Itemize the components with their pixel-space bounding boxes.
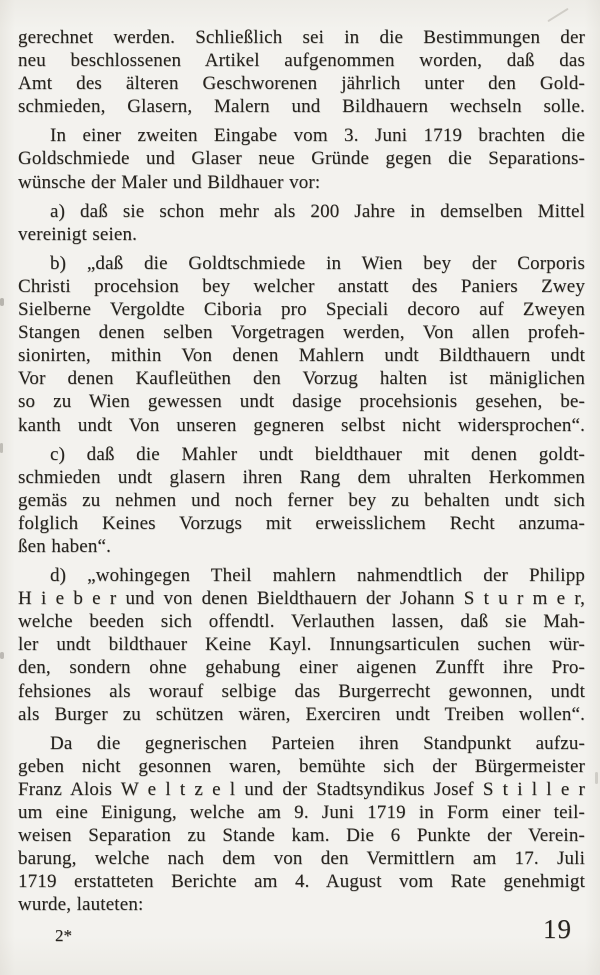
text-line: H i e b e r und von denen Bieldthauern der Johann S t u r m e r, [18,588,585,610]
text-line-item-a: a) daß sie schon mehr als 200 Jahre in demselben Mittel [50,200,585,222]
text-line-item-c: c) daß die Mahler undt bieldthauer mit denen goldt- [50,443,585,465]
scan-artifact [0,298,4,306]
text-line-item-d: d) „wohingegen Theil mahlern nahmendtlich der Philipp [50,565,585,587]
text-line: Goldschmiede und Glaser neue Gründe gegen die Separations- [18,148,585,170]
text-line: gemäs zu nehmen und noch ferner bey zu behalten undt sich [18,489,585,511]
text-line: folglich Keines Vorzugs mit erweisslichem Recht anzuma- [18,512,585,534]
text-line: geben nicht gesonnen waren, bemühte sich der Bürgermeister [18,755,585,777]
page-number: 19 [543,914,572,944]
text-line: weisen Separation zu Stande kam. Die 6 Punkte der Verein- [18,825,585,847]
text-line: Franz Alois W e l t z e l und der Stadtsyndikus Josef S t i l l e r [18,778,585,800]
text-line: wünsche der Maler und Bildhauer vor: [18,171,321,193]
scan-artifact [0,652,4,659]
scan-artifact [547,8,568,22]
text-line: Sielberne Vergoldte Ciboria pro Speciali decoro auf Zweyen [18,299,585,321]
text-line: sionirten, mithin Von denen Mahlern undt Bildthauern undt [18,345,585,367]
text-line: vereinigt seien. [18,223,138,245]
text-line-paragraph-start: In einer zweiten Eingabe vom 3. Juni 1719 brachten die [50,125,585,147]
signature-mark: 2* [55,926,72,945]
text-line: kanth undt Von unseren gegneren selbst nicht widersprochen“. [18,414,585,436]
text-line: um eine Einigung, welche am 9. Juni 1719 in Form einer teil- [18,802,585,823]
text-line: ßen haben“. [18,535,111,557]
text-line: so zu Wien gewessen undt dasige procehsionis gesehen, be- [18,391,585,413]
text-line: als Burger zu schützen wären, Exerciren undt Treiben wollen“. [18,703,585,725]
text-line: Stangen denen selben Vorgetragen werden, Von allen profeh- [18,322,585,344]
text-line: ler undt bildthauer Keine Kayl. Innungsarticulen suchen wür- [18,634,585,656]
text-block [18,26,585,916]
text-line: 1719 erstatteten Berichte am 4. August vom Rate genehmigt [18,871,585,893]
text-line: barung, welche nach dem von den Vermittlern am 17. Juli [18,848,585,870]
text-line: Amt des älteren Geschworenen jährlich unter den Gold- [18,73,585,95]
text-line: gerechnet werden. Schließlich sei in die Bestimmungen der [18,27,585,48]
text-line-paragraph-start: Da die gegnerischen Parteien ihren Standpunkt aufzu- [50,732,585,754]
text-line: welche beeden sich offendtl. Verlauthen lassen, daß sie Mah- [18,611,585,633]
text-line-item-b: b) „daß die Goldtschmiede in Wien bey der Corporis [50,252,585,274]
text-line: Christi procehsion bey welcher anstatt des Paniers Zwey [18,275,585,297]
text-line: Vor denen Kaufleüthen den Vorzug halten ist mäniglichen [18,368,585,390]
scan-artifact [595,772,598,784]
text-line: den, sondern ohne gehabung einer aigenen Zunfft ihre Pro- [18,657,585,679]
text-line: wurde, lauteten: [18,894,144,916]
text-line: neu beschlossenen Artikel aufgenommen worden, daß das [18,50,585,72]
text-line: schmieden undt glasern ihren Rang dem uhralten Herkommen [18,466,585,488]
scan-artifact [0,443,3,453]
text-line: fehsiones als worauf selbige das Burgerrecht gewonnen, undt [18,680,585,702]
text-line: schmieden, Glasern, Malern und Bildhauern wechseln solle. [18,96,585,118]
